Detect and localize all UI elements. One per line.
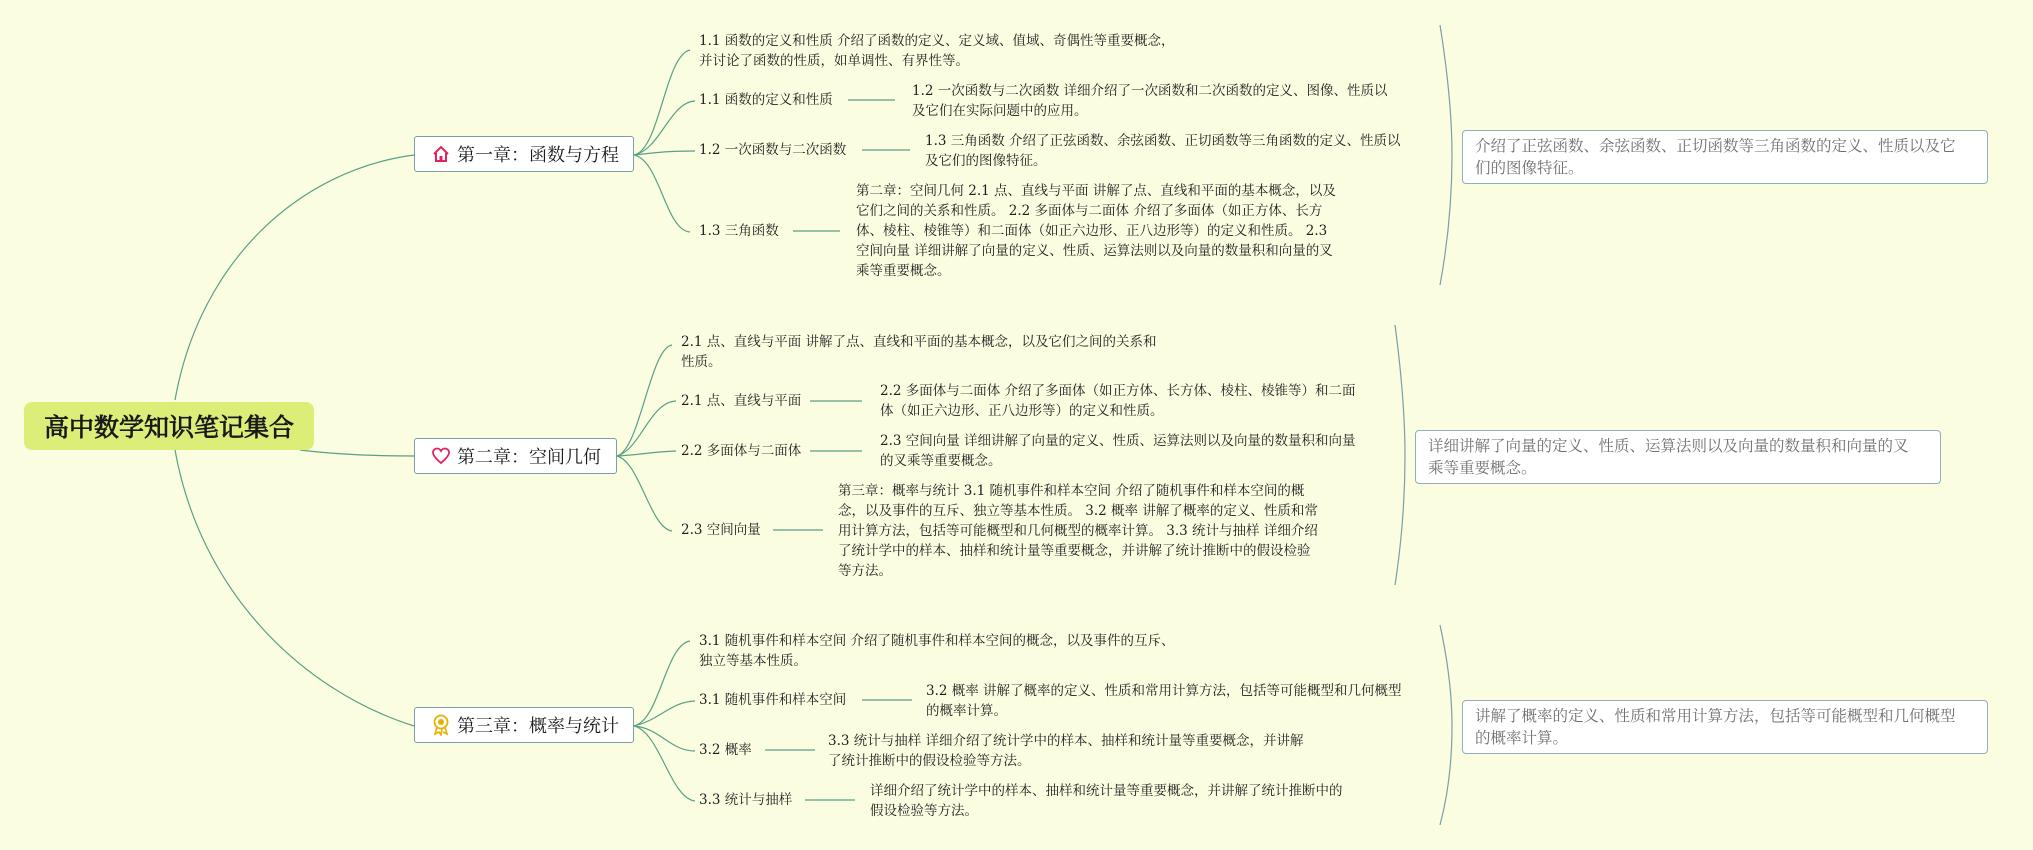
ch3-item-3-3-note[interactable]: 详细介绍了统计学中的样本、抽样和统计量等重要概念，并讲解了统计推断中的 假设检验等方法。 bbox=[870, 783, 1343, 819]
connector-ch3-d bbox=[634, 726, 695, 801]
connector-ch1-b bbox=[634, 101, 695, 155]
ch3-summary[interactable]: 讲解了概率的定义、性质和常用计算方法，包括等可能概型和几何概型 的概率计算。 bbox=[1462, 700, 1988, 754]
connector-root-ch3 bbox=[175, 450, 414, 726]
home-icon bbox=[431, 144, 451, 164]
ch2-item-2-1[interactable]: 2.1 点、直线与平面 bbox=[681, 393, 802, 409]
ch3-item-3-2[interactable]: 3.2 概率 bbox=[699, 742, 752, 758]
summary-bracket-ch2 bbox=[1395, 325, 1405, 585]
connector-ch1-a bbox=[634, 50, 690, 155]
ch3-item-3-1[interactable]: 3.1 随机事件和样本空间 bbox=[699, 692, 847, 708]
ch2-item-2-3-note[interactable]: 第三章：概率与统计 3.1 随机事件和样本空间 介绍了随机事件和样本空间的概 念，以及事件的互斥、独立等基本性质。 3.2 概率 讲解了概率的定义、性质和常 用计算方法，包括等可能概型和几何概型的概率计算。 3.3 统计与抽样 详细介绍 了统计学中的样本、抽样和统计量等重要概念，并讲解了统计推断中的假设检验 等方法。 bbox=[838, 483, 1318, 579]
connector-ch1-d bbox=[634, 155, 690, 232]
ch1-item-intro[interactable]: 1.1 函数的定义和性质 介绍了函数的定义、定义域、值域、奇偶性等重要概念， 并讨论了函数的性质，如单调性、有界性等。 bbox=[699, 33, 1175, 69]
heart-icon bbox=[431, 446, 451, 466]
ch1-item-1-3[interactable]: 1.3 三角函数 bbox=[699, 223, 779, 239]
connector-ch3-c bbox=[634, 726, 695, 751]
ch1-summary[interactable]: 介绍了正弦函数、余弦函数、正切函数等三角函数的定义、性质以及它 们的图像特征。 bbox=[1462, 130, 1988, 184]
ch3-item-intro[interactable]: 3.1 随机事件和样本空间 介绍了随机事件和样本空间的概念，以及事件的互斥、 独立等基本性质。 bbox=[699, 633, 1175, 669]
chapter-2-topic[interactable] bbox=[414, 438, 617, 474]
chapter-1-title: 第一章：函数与方程 bbox=[457, 145, 619, 166]
root-topic[interactable]: 高中数学知识笔记集合 bbox=[24, 402, 314, 450]
ch1-item-1-1-note[interactable]: 1.2 一次函数与二次函数 详细介绍了一次函数和二次函数的定义、图像、性质以 及它们在实际问题中的应用。 bbox=[912, 83, 1388, 119]
ch3-item-3-3[interactable]: 3.3 统计与抽样 bbox=[699, 792, 793, 808]
ch2-item-2-1-note[interactable]: 2.2 多面体与二面体 介绍了多面体（如正方体、长方体、棱柱、棱锥等）和二面 体（如正六边形、正八边形等）的定义和性质。 bbox=[880, 383, 1356, 419]
ch2-item-2-3[interactable]: 2.3 空间向量 bbox=[681, 522, 761, 538]
connector-ch3-b bbox=[634, 701, 695, 726]
connector-ch2-a bbox=[617, 345, 672, 456]
ch2-item-intro[interactable]: 2.1 点、直线与平面 讲解了点、直线和平面的基本概念，以及它们之间的关系和 性质。 bbox=[681, 334, 1157, 370]
ch2-summary[interactable]: 详细讲解了向量的定义、性质、运算法则以及向量的数量积和向量的叉 乘等重要概念。 bbox=[1415, 430, 1941, 484]
chapter-3-topic[interactable] bbox=[414, 707, 634, 743]
summary-bracket-ch1 bbox=[1440, 25, 1452, 285]
ch3-item-3-1-note[interactable]: 3.2 概率 讲解了概率的定义、性质和常用计算方法，包括等可能概型和几何概型 的概率计算。 bbox=[926, 683, 1402, 719]
chapter-3-title: 第三章：概率与统计 bbox=[457, 716, 619, 737]
connector-root-ch2 bbox=[300, 450, 414, 456]
summary-bracket-ch3 bbox=[1440, 625, 1452, 825]
connector-ch2-d bbox=[617, 456, 672, 531]
ch2-item-2-2-note[interactable]: 2.3 空间向量 详细讲解了向量的定义、性质、运算法则以及向量的数量积和向量 的叉乘等重要概念。 bbox=[880, 433, 1356, 469]
ch1-item-1-3-note[interactable]: 第二章：空间几何 2.1 点、直线与平面 讲解了点、直线和平面的基本概念，以及 它们之间的关系和性质。 2.2 多面体与二面体 介绍了多面体（如正方体、长方 体、棱柱、棱锥等）和二面体（如正六边形、正八边形等）的定义和性质。 2.3 空间向量 详细讲解了向量的定义、性质、运算法则以及向量的数量积和向量的叉 乘等重要概念。 bbox=[856, 183, 1336, 279]
connector-root-ch1 bbox=[175, 155, 414, 400]
ch1-item-1-2[interactable]: 1.2 一次函数与二次函数 bbox=[699, 142, 847, 158]
chapter-2-title: 第二章：空间几何 bbox=[457, 447, 601, 468]
award-ribbon-icon bbox=[431, 714, 451, 736]
ch1-item-1-2-note[interactable]: 1.3 三角函数 介绍了正弦函数、余弦函数、正切函数等三角函数的定义、性质以 及它们的图像特征。 bbox=[925, 133, 1401, 169]
ch1-item-1-1[interactable]: 1.1 函数的定义和性质 bbox=[699, 92, 833, 108]
ch3-item-3-2-note[interactable]: 3.3 统计与抽样 详细介绍了统计学中的样本、抽样和统计量等重要概念，并讲解 了统计推断中的假设检验等方法。 bbox=[828, 733, 1304, 769]
chapter-1-topic[interactable] bbox=[414, 136, 634, 172]
ch2-item-2-2[interactable]: 2.2 多面体与二面体 bbox=[681, 443, 802, 459]
